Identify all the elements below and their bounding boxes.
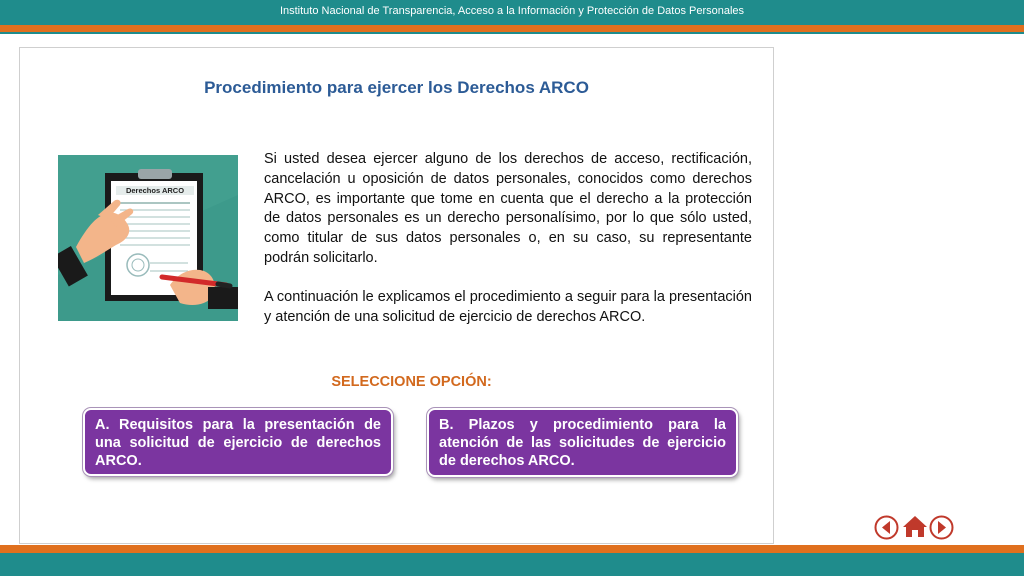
header-orange-stripe — [0, 25, 1024, 32]
clipboard-illustration — [58, 155, 238, 321]
header-title: Instituto Nacional de Transparencia, Acceso a la Información y Protección de Datos Personales — [279, 5, 745, 17]
page-title: Procedimiento para ejercer los Derechos ARCO — [204, 78, 589, 97]
footer-bar — [0, 553, 1024, 576]
procedure-paragraph: A continuación le explicamos el procedimiento a seguir para la presentación y atención de una solicitud de ejercicio de derechos ARCO. — [264, 289, 752, 325]
option-a-button[interactable]: A. Requisitos para la presentación de una solicitud de ejercicio de derechos ARCO. — [83, 408, 393, 476]
footer-orange-stripe — [0, 545, 1024, 553]
clipboard-label: Derechos ARCO — [125, 186, 185, 195]
home-icon[interactable] — [902, 514, 928, 539]
arrow-right-circle-icon[interactable] — [929, 515, 954, 540]
top-header-bar — [0, 0, 1024, 25]
intro-paragraph: Si usted desea ejercer alguno de los derechos de acceso, rectificación, cancelación u oposición de datos personales, conocidos como derechos ARCO, es importante que tome en cuenta que el derecho a la protección de datos personales es un derecho personalísimo, por lo que sólo usted, como titular de sus datos personales o, en su caso, su representante podrán solicitarlo. — [264, 151, 752, 266]
option-b-button[interactable]: B. Plazos y procedimiento para la atención de las solicitudes de ejercicio de derechos ARCO. — [427, 408, 738, 477]
header-teal-line — [0, 32, 1024, 34]
select-option-label: SELECCIONE OPCIÓN: — [331, 374, 492, 390]
content-panel — [19, 47, 774, 544]
arrow-left-circle-icon[interactable] — [874, 515, 899, 540]
